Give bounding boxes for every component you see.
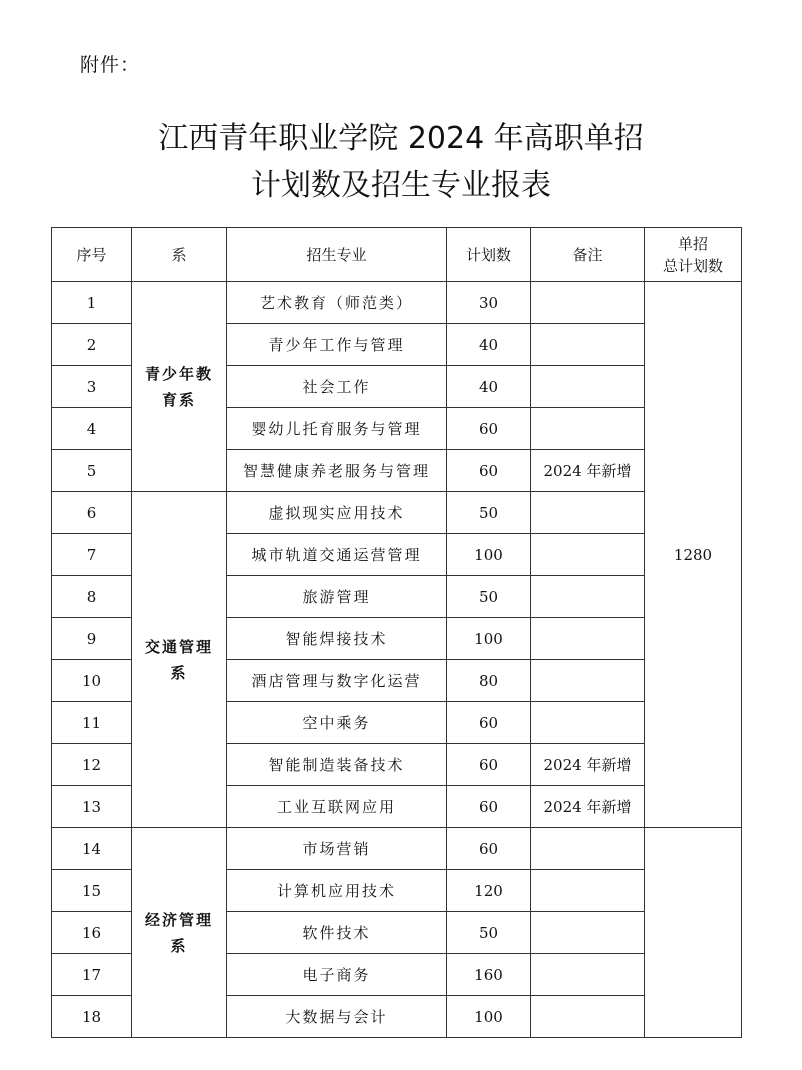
row-seq: 11	[52, 702, 132, 744]
row-major: 城市轨道交通运营管理	[227, 534, 447, 576]
row-seq: 15	[52, 870, 132, 912]
row-seq: 6	[52, 492, 132, 534]
row-seq: 14	[52, 828, 132, 870]
enrollment-plan-table	[51, 227, 742, 1038]
row-note	[531, 870, 645, 912]
row-plan: 60	[447, 828, 531, 870]
row-note	[531, 492, 645, 534]
row-major: 计算机应用技术	[227, 870, 447, 912]
row-note: 2024 年新增	[531, 450, 645, 492]
row-seq: 4	[52, 408, 132, 450]
row-major: 艺术教育（师范类）	[227, 282, 447, 324]
row-seq: 12	[52, 744, 132, 786]
row-major: 青少年工作与管理	[227, 324, 447, 366]
department-cell	[132, 828, 227, 1038]
attachment-label: 附件：	[80, 54, 141, 76]
row-major: 软件技术	[227, 912, 447, 954]
row-seq: 18	[52, 996, 132, 1038]
row-plan: 120	[447, 870, 531, 912]
row-major: 大数据与会计	[227, 996, 447, 1038]
table-row	[52, 492, 742, 534]
department-name-line2: 育系	[161, 390, 196, 409]
row-note	[531, 618, 645, 660]
row-note	[531, 324, 645, 366]
total-plan-continuation	[645, 828, 742, 1038]
row-major: 旅游管理	[227, 576, 447, 618]
department-name-line1: 交通管理	[144, 637, 213, 656]
header-seq: 序号	[52, 228, 132, 282]
row-major: 市场营销	[227, 828, 447, 870]
row-plan: 80	[447, 660, 531, 702]
row-major: 社会工作	[227, 366, 447, 408]
department-name-line1: 青少年教	[144, 364, 213, 383]
row-note	[531, 660, 645, 702]
department-name-line1: 经济管理	[144, 910, 213, 929]
header-plan: 计划数	[447, 228, 531, 282]
row-note	[531, 366, 645, 408]
row-note	[531, 996, 645, 1038]
row-plan: 160	[447, 954, 531, 996]
row-note	[531, 534, 645, 576]
row-note	[531, 702, 645, 744]
row-major: 酒店管理与数字化运营	[227, 660, 447, 702]
document-title-line2: 计划数及招生专业报表	[251, 168, 551, 203]
row-plan: 60	[447, 786, 531, 828]
row-plan: 50	[447, 492, 531, 534]
row-seq: 7	[52, 534, 132, 576]
header-major: 招生专业	[227, 228, 447, 282]
row-seq: 8	[52, 576, 132, 618]
row-plan: 60	[447, 450, 531, 492]
row-plan: 40	[447, 366, 531, 408]
row-plan: 60	[447, 744, 531, 786]
row-major: 空中乘务	[227, 702, 447, 744]
row-note	[531, 954, 645, 996]
row-note	[531, 408, 645, 450]
row-plan: 60	[447, 408, 531, 450]
row-major: 智能制造装备技术	[227, 744, 447, 786]
row-seq: 2	[52, 324, 132, 366]
table-row	[52, 828, 742, 870]
row-seq: 9	[52, 618, 132, 660]
row-major: 智能焊接技术	[227, 618, 447, 660]
row-plan: 100	[447, 534, 531, 576]
row-plan: 100	[447, 618, 531, 660]
row-seq: 16	[52, 912, 132, 954]
row-plan: 40	[447, 324, 531, 366]
table-header-row	[52, 228, 742, 282]
row-major: 婴幼儿托育服务与管理	[227, 408, 447, 450]
row-note	[531, 282, 645, 324]
row-plan: 60	[447, 702, 531, 744]
header-note: 备注	[531, 228, 645, 282]
row-plan: 50	[447, 912, 531, 954]
table-body	[52, 282, 742, 1038]
row-note: 2024 年新增	[531, 786, 645, 828]
row-note	[531, 576, 645, 618]
department-name-line2: 系	[170, 663, 188, 682]
row-seq: 5	[52, 450, 132, 492]
header-total	[645, 228, 742, 282]
row-major: 智慧健康养老服务与管理	[227, 450, 447, 492]
row-seq: 10	[52, 660, 132, 702]
row-seq: 3	[52, 366, 132, 408]
header-total-line1: 单招	[677, 234, 708, 253]
row-note	[531, 828, 645, 870]
row-major: 虚拟现实应用技术	[227, 492, 447, 534]
row-seq: 17	[52, 954, 132, 996]
row-note	[531, 912, 645, 954]
row-seq: 1	[52, 282, 132, 324]
row-seq: 13	[52, 786, 132, 828]
row-plan: 100	[447, 996, 531, 1038]
row-plan: 30	[447, 282, 531, 324]
department-name-line2: 系	[170, 936, 188, 955]
department-cell	[132, 282, 227, 492]
row-plan: 50	[447, 576, 531, 618]
row-note: 2024 年新增	[531, 744, 645, 786]
row-major: 电子商务	[227, 954, 447, 996]
header-dept: 系	[132, 228, 227, 282]
row-major: 工业互联网应用	[227, 786, 447, 828]
table-row	[52, 282, 742, 324]
total-plan-cell: 1280	[645, 282, 742, 828]
header-total-line2: 总计划数	[662, 256, 723, 275]
document-title-line1: 江西青年职业学院 2024 年高职单招	[158, 121, 644, 156]
department-cell	[132, 492, 227, 828]
